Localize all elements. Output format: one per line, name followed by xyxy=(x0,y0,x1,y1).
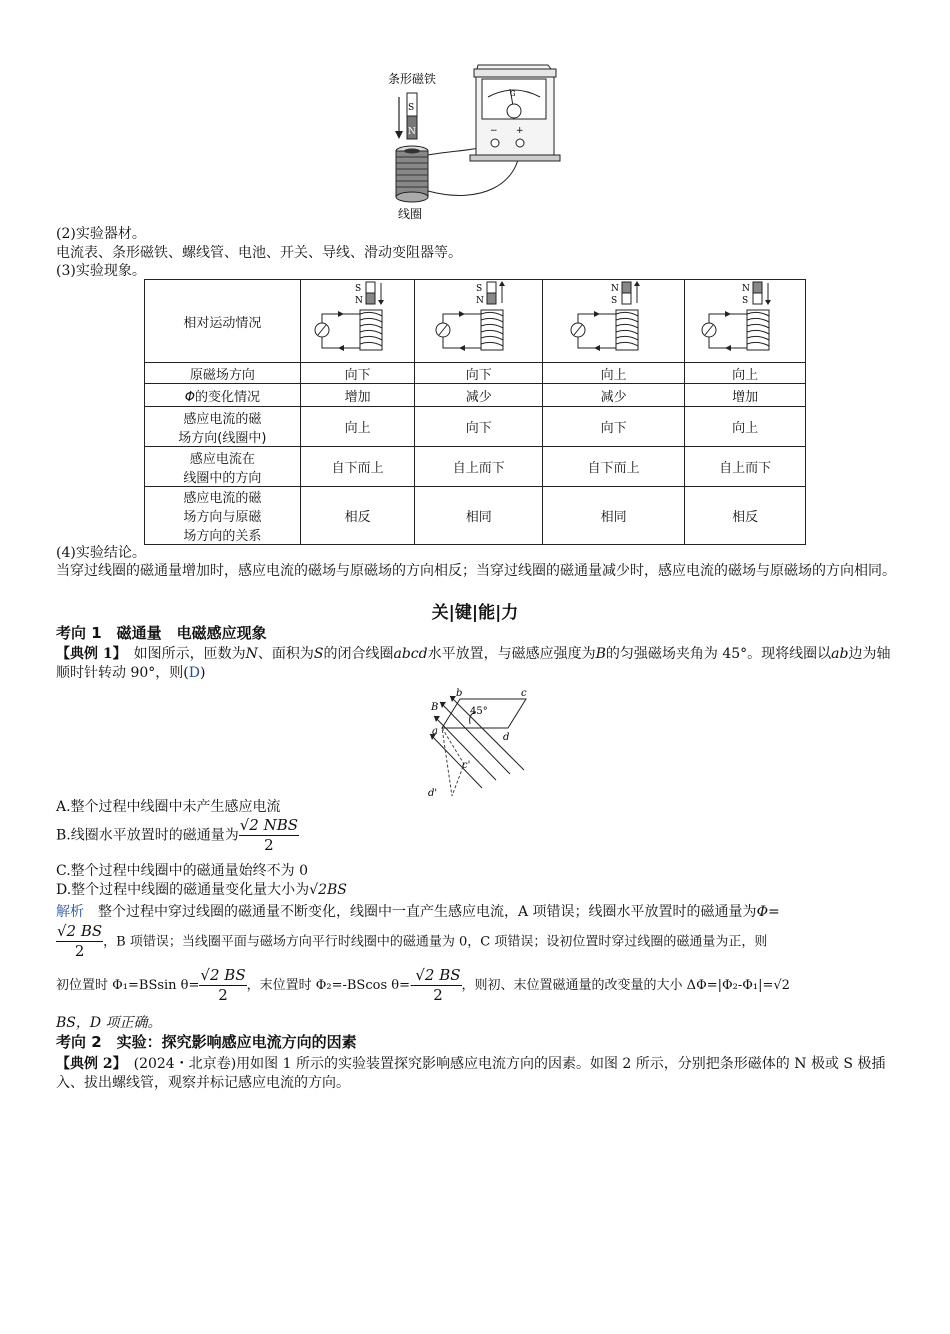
row-label: 原磁场方向 xyxy=(145,363,301,384)
coil xyxy=(616,310,638,350)
magnet-pole-n: N xyxy=(408,127,416,137)
table-cell: 向上 xyxy=(685,363,806,384)
table-cell: 相同 xyxy=(543,487,685,545)
galvanometer-minus: − xyxy=(490,126,498,136)
table-cell: 相同 xyxy=(415,487,543,545)
galvanometer-plus: + xyxy=(516,126,524,136)
diagram-cell-1 xyxy=(300,280,415,363)
arrow-down-icon xyxy=(765,283,771,305)
label-angle: 45° xyxy=(470,706,488,717)
q-text: 如图所示，匝数为 xyxy=(119,646,246,662)
pole-label-bottom: N xyxy=(354,296,363,306)
analysis-text: ，则初、末位置磁通量的改变量的大小 ΔΦ=|Φ₂-Φ₁|=√2 xyxy=(461,978,790,993)
section-divider-title: 关|键|能|力 xyxy=(431,603,519,623)
fraction-numerator: √2 BS xyxy=(200,966,246,984)
q-text: 水平放置，与磁感应强度为 xyxy=(427,646,596,662)
example-1-tag: 【典例 1】 xyxy=(56,646,120,662)
galvanometer-icon xyxy=(571,323,585,337)
table-row xyxy=(145,487,806,545)
fraction-numerator: √2 NBS xyxy=(239,816,299,834)
row-label-line: 场方向(线圈中) xyxy=(178,430,267,446)
analysis-phi: Φ= xyxy=(756,904,780,920)
fraction-denominator: 2 xyxy=(433,986,443,1004)
row-label xyxy=(145,447,301,487)
pole-label-top: N xyxy=(610,284,619,294)
q-text: 的闭合线圈 xyxy=(323,646,394,662)
label-c-prime: c' xyxy=(462,760,471,771)
coil xyxy=(747,310,769,350)
fraction-numerator: √2 BS xyxy=(415,966,461,984)
table-row-diagrams xyxy=(145,280,806,363)
row-label-line: 线圈中的方向 xyxy=(183,470,262,486)
analysis-text: 初位置时 Φ₁=BSsin θ= xyxy=(56,978,200,993)
table-cell: 向下 xyxy=(543,407,685,447)
answer-letter: D xyxy=(188,665,200,681)
coil xyxy=(481,310,503,350)
magnet xyxy=(742,282,762,306)
label-c: c xyxy=(521,688,527,699)
kaoxiang-2-title: 考向 2 实验：探究影响感应电流方向的因素 xyxy=(56,1033,357,1051)
arrow-down-icon xyxy=(378,283,384,305)
row-label-line: 场方向与原磁 xyxy=(183,510,262,525)
var-abcd: abcd xyxy=(393,646,428,662)
analysis-text: 整个过程中穿过线圈的磁通量不断变化，线圈中一直产生感应电流，A 项错误；线圈水平放置时的磁通量为 xyxy=(84,904,757,920)
pole-label-top: N xyxy=(742,284,751,294)
analysis-fraction-3 xyxy=(414,966,461,1005)
table-row xyxy=(145,447,806,487)
analysis-line-3 xyxy=(56,966,896,1005)
diagram-cell-3 xyxy=(543,280,685,363)
table-cell: 向下 xyxy=(415,363,543,384)
analysis-line-1 xyxy=(56,903,896,922)
top-apparatus-figure xyxy=(370,55,580,225)
galvanometer-icon xyxy=(702,323,716,337)
option-b xyxy=(56,816,299,858)
table-cell: 增加 xyxy=(300,384,415,407)
table-cell: 增加 xyxy=(685,384,806,407)
rotating-coil-figure xyxy=(420,684,540,802)
q-text: 边为轴顺时针转动 90°，则( xyxy=(56,646,891,681)
row-label-line: 感应电流的磁 xyxy=(183,411,262,427)
row-label-line: 感应电流在 xyxy=(189,451,255,467)
table-cell: 减少 xyxy=(415,384,543,407)
phi-symbol: Φ xyxy=(184,389,195,405)
option-d xyxy=(56,881,347,899)
section-3-heading: (3)实验现象。 xyxy=(56,263,146,279)
table-cell: 自上而下 xyxy=(415,447,543,487)
rotated-plane xyxy=(442,728,464,796)
q-text: ) xyxy=(199,665,206,681)
table-cell: 自下而上 xyxy=(300,447,415,487)
experiment-table xyxy=(144,279,806,545)
table-cell: 向上 xyxy=(685,407,806,447)
analysis-text: ，B 项错误；当线圈平面与磁场方向平行时线圈中的磁通量为 0，C 项错误；设初位置时穿过线圈的磁通量为正，则 xyxy=(103,934,768,950)
option-d-text: D.整个过程中线圈的磁通量变化量大小为 xyxy=(56,882,310,898)
example-2-question xyxy=(56,1055,896,1093)
example-2-tag: 【典例 2】 xyxy=(56,1056,120,1072)
galvanometer-icon xyxy=(436,323,450,337)
magnet xyxy=(611,282,631,306)
table-header-cell: 相对运动情况 xyxy=(145,280,301,363)
var-ab: ab xyxy=(831,646,849,662)
option-a: A.整个过程中线圈中未产生感应电流 xyxy=(56,799,281,815)
option-d-value: √2BS xyxy=(309,882,347,898)
section-4-heading: (4)实验结论。 xyxy=(56,545,146,561)
row-label-text: 的变化情况 xyxy=(194,389,260,405)
pole-label-bottom: N xyxy=(475,296,484,306)
coil-label: 线圈 xyxy=(398,207,423,221)
row-label-line: 感应电流的磁 xyxy=(183,491,262,506)
diagram-cell-2 xyxy=(415,280,543,363)
table-cell: 减少 xyxy=(543,384,685,407)
table-cell: 相反 xyxy=(685,487,806,545)
pole-label-top: S xyxy=(354,284,361,294)
diagram-cell-4 xyxy=(685,280,806,363)
table-cell: 自下而上 xyxy=(543,447,685,487)
coil xyxy=(396,146,428,202)
pole-label-bottom: S xyxy=(610,296,617,306)
option-b-text: B.线圈水平放置时的磁通量为 xyxy=(56,827,239,844)
q-text: 的匀强磁场夹角为 45°。现将线圈以 xyxy=(605,646,832,662)
table-cell: 相反 xyxy=(300,487,415,545)
fraction-denominator: 2 xyxy=(264,836,274,854)
fraction-numerator: √2 BS xyxy=(57,922,103,940)
label-a: a xyxy=(432,726,438,737)
galvanometer xyxy=(470,65,560,161)
magnet-pole-s: S xyxy=(408,103,415,113)
var-n: N xyxy=(245,646,258,662)
magnet xyxy=(355,282,375,306)
analysis-line-4: BS，D 项正确。 xyxy=(56,1015,162,1031)
label-d-prime: d' xyxy=(428,788,438,799)
table-row xyxy=(145,407,806,447)
fraction-denominator: 2 xyxy=(218,986,228,1004)
label-field: B xyxy=(431,702,439,713)
analysis-text: ，末位置时 Φ₂=-BScos θ=- xyxy=(246,978,415,993)
coil xyxy=(360,310,382,350)
pole-label-bottom: S xyxy=(742,296,749,306)
label-b: b xyxy=(456,688,463,699)
table-cell: 向下 xyxy=(415,407,543,447)
var-s: S xyxy=(313,646,324,662)
galvanometer-letter: G xyxy=(510,90,516,98)
option-c: C.整个过程中线圈中的磁通量始终不为 0 xyxy=(56,863,309,879)
label-d: d xyxy=(503,732,510,743)
analysis-line-2 xyxy=(56,922,896,961)
row-label xyxy=(145,487,301,545)
example-2-body: (2024・北京卷)用如图 1 所示的实验装置探究影响感应电流方向的因素。如图 2 所示，分别把条形磁体的 N 极或 S 极插入、拔出螺线管，观察并标记感应电流的方向。 xyxy=(56,1056,886,1091)
arrow-up-icon xyxy=(634,281,640,303)
example-1-question xyxy=(56,645,896,683)
analysis-fraction-2 xyxy=(199,966,246,1005)
fraction-denominator: 2 xyxy=(74,942,85,960)
table-cell: 向上 xyxy=(543,363,685,384)
section-4-body: 当穿过线圈的磁通量增加时，感应电流的磁场与原磁场的方向相反；当穿过线圈的磁通量减少时，感应电流的磁场与原磁场的方向相同。 xyxy=(56,563,896,579)
analysis-tag: 解析 xyxy=(56,904,84,920)
row-label xyxy=(145,384,301,407)
section-2-body: 电流表、条形磁铁、螺线管、电池、开关、导线、滑动变阻器等。 xyxy=(56,245,462,261)
var-b: B xyxy=(595,646,606,662)
row-label xyxy=(145,407,301,447)
table-cell: 自上而下 xyxy=(685,447,806,487)
table-row xyxy=(145,363,806,384)
table-cell: 向上 xyxy=(300,407,415,447)
section-2-heading: (2)实验器材。 xyxy=(56,226,146,242)
option-b-fraction xyxy=(239,816,299,855)
row-label-line: 场方向的关系 xyxy=(183,529,262,544)
arrow-up-icon xyxy=(499,281,505,303)
magnet xyxy=(476,282,496,306)
analysis-fraction-1 xyxy=(56,922,103,961)
pole-label-top: S xyxy=(475,284,482,294)
field-line xyxy=(430,734,482,788)
table-cell: 向下 xyxy=(300,363,415,384)
magnet-label: 条形磁铁 xyxy=(388,72,437,86)
kaoxiang-1-title: 考向 1 磁通量 电磁感应现象 xyxy=(56,624,267,642)
table-row xyxy=(145,384,806,407)
galvanometer-icon xyxy=(315,323,329,337)
q-text: 、面积为 xyxy=(257,646,314,662)
